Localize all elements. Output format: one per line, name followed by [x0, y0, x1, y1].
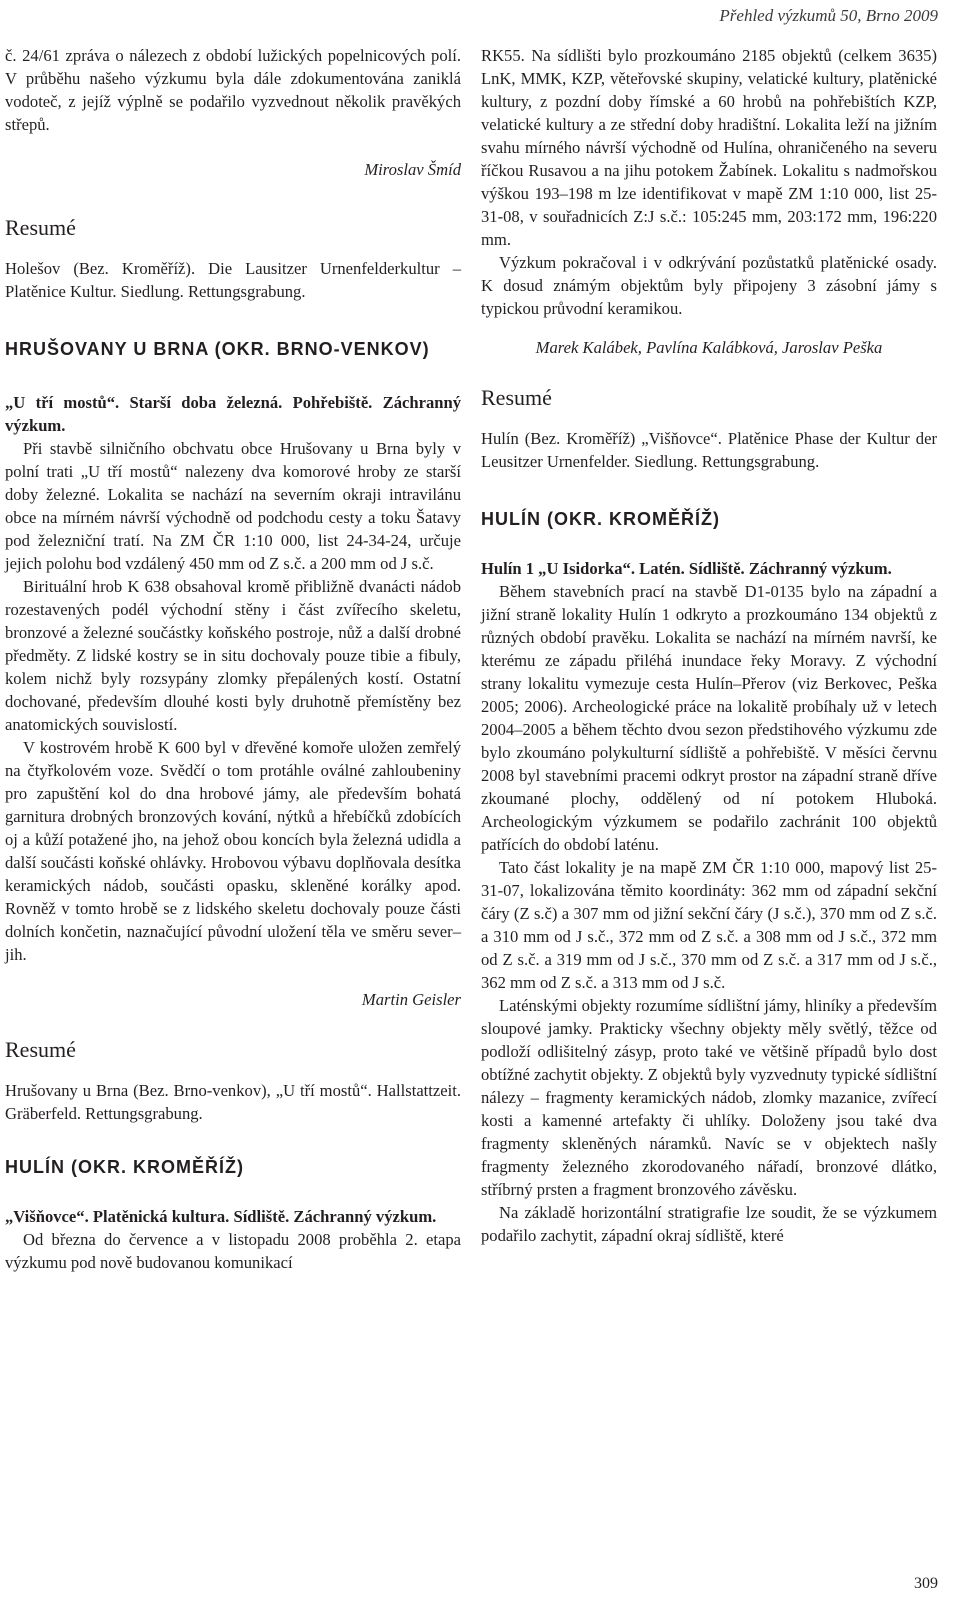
intro-paragraph: č. 24/61 zpráva o nálezech z období lužických popelnicových polí. V průběhu našeho výzkumu byla dále zdokumentována zaniklá vodoteč, z jejíž výplně se podařilo vyzvednout několik pravěkých střepů. [5, 46, 461, 134]
body-paragraph: Tato část lokality je na mapě ZM ČR 1:10 000, mapový list 25-31-07, lokalizována těmito koordináty: 362 mm od západní sekční čáry (Z s.č) a 307 mm od jižní sekční čáry (J s.č.), 370 mm od Z s.č. a 310 mm od J s.č., 372 mm od Z s.č. a 308 mm od J s.č., 372 mm od Z s.č. a 319 mm od J s.č., 370 mm od Z s.č. a 317 mm od J s.č., 362 mm od Z s.č. a 313 mm od J s.č. [481, 858, 937, 992]
body-paragraph: Výzkum pokračoval i v odkrývání pozůstatků platěnické osady. K dosud známým objektům byly připojeny 3 zásobní jámy s typickou průvodní keramikou. [481, 253, 937, 318]
body-paragraph: V kostrovém hrobě K 600 byl v dřevěné komoře uložen zemřelý na čtyřkolovém voze. Svědčí o tom protáhle oválné zahloubeniny pro zapuštění kol do dna hrobové jámy, ale především bohatá garnitura drobných bronzových kování, nýtků a hřebíčků zdobících oj a kůží potažené jho, na jehož obou koncích byla železná udidla a další součásti koňské ohlávky. Hrobovou výbavu doplňovala desítka keramických nádob, součásti opasku, skleněné korálky apod. Rovněž v tomto hrobě se z lidského skeletu dochovaly pouze části dolních končetin, naznačující původní uložení těla ve směru sever–jih. [5, 738, 461, 964]
section-heading: HULÍN (OKR. KROMĚŘÍŽ) [481, 509, 720, 529]
page-number: 309 [914, 1575, 938, 1592]
section-lead: „Višňovce“. Platěnická kultura. Sídliště. Záchranný výzkum. [5, 1207, 437, 1226]
resume-text: Holešov (Bez. Kroměříž). Die Lausitzer Urnenfelderkultur – Platěnice Kultur. Siedlung. Rettungsgrabung. [5, 259, 461, 301]
section-lead: Hulín 1 „U Isidorka“. Latén. Sídliště. Záchranný výzkum. [481, 559, 892, 578]
body-paragraph: Laténskými objekty rozumíme sídlištní jámy, hliníky a především sloupové jamky. Prakticky všechny objekty měly světlý, těžce od podloží odlišitelný zásyp, proto také ve většině případů bylo dost obtížné zachytit objekty. Z objektů byly vyzvednuty typické sídlištní nálezy – fragmenty keramických nádob, zlomky mazanice, zvířecí kosti a kamenné artefakty či uhlíky. Doloženy jsou také dva fragmenty skleněných náramků. Navíc se v objektech našly fragmenty železného zkorodovaného nářadí, bronzové dlátko, stříbrný prsten a fragment bronzového závěsku. [481, 996, 937, 1199]
resume-heading: Resumé [5, 215, 76, 240]
body-paragraph: Od března do července a v listopadu 2008 proběhla 2. etapa výzkumu pod nově budovanou komunikací [5, 1230, 461, 1272]
resume-text: Hulín (Bez. Kroměříž) „Višňovce“. Platěnice Phase der Kultur der Leusitzer Urnenfelder. Siedlung. Rettungsgrabung. [481, 429, 937, 471]
resume-text: Hrušovany u Brna (Bez. Brno-venkov), „U tří mostů“. Hallstattzeit. Gräberfeld. Rettungsgrabung. [5, 1081, 461, 1123]
section-heading: HULÍN (OKR. KROMĚŘÍŽ) [5, 1157, 244, 1177]
body-paragraph: RK55. Na sídlišti bylo prozkoumáno 2185 objektů (celkem 3635) LnK, MMK, KZP, věteřovské skupiny, velatické kultury, platěnické kultury, z pozdní doby římské a 60 hrobů na pohřebištích KZP, velatické kultury a ze střední doby hradištní. Lokalita leží na jižním svahu mírného návrší východně od Hulína, ohraničeného na severu říčkou Rusavou a na jihu potokem Žabínek. Lokalitu s nadmořskou výškou 193–198 m lze identifikovat v mapě ZM 1:10 000, list 25-31-08, v souřadnicích Z:J s.č.: 105:245 mm, 203:172 mm, 196:220 mm. [481, 46, 937, 249]
running-head: Přehled výzkumů 50, Brno 2009 [719, 6, 938, 25]
body-paragraph: Na základě horizontální stratigrafie lze soudit, že se výzkumem podařilo zachytit, západní okraj sídliště, které [481, 1203, 937, 1245]
body-paragraph: Při stavbě silničního obchvatu obce Hrušovany u Brna byly v polní trati „U tří mostů“ nalezeny dva komorové hroby ze starší doby železné. Lokalita se nachází na severním okraji intravilánu obce na mírném návrší východně od podchodu cesty a toku Šatavy pod železniční tratí. Na ZM ČR 1:10 000, list 24-34-24, určuje jejich polohu bod vzdálený 450 mm od Z s.č. a 200 mm od J s.č. [5, 439, 461, 573]
body-paragraph: Během stavebních prací na stavbě D1-0135 bylo na západní a jižní straně lokality Hulín 1 odkryto a prozkoumáno 134 objektů z různých období pravěku. Lokalita se nachází na mírném navrší, ke kterému ze západu přiléhá inundace řeky Moravy. Z východní strany lokalitu vymezuje cesta Hulín–Přerov (viz Berkovec, Peška 2005; 2006). Archeologické práce na lokalitě probíhaly už v letech 2004–2005 a během těchto dvou sezon předstihového výzkumu zde bylo zkoumáno polykulturní sídliště a pohřebiště. V měsíci červnu 2008 byl stavebními pracemi odkryt prostor na západní straně dříve zkoumané plochy, oddělený od ní potokem Hluboká. Archeologickým výzkumem se podařilo zachránit 100 objektů patřících do období laténu. [481, 582, 937, 854]
resume-heading: Resumé [481, 385, 552, 410]
section-author: Martin Geisler [361, 990, 461, 1009]
section-authors: Marek Kalábek, Pavlína Kalábková, Jaroslav Peška [535, 338, 883, 357]
right-column [481, 44, 937, 1247]
intro-author: Miroslav Šmíd [364, 160, 461, 179]
left-column [5, 44, 461, 1274]
section-heading: HRUŠOVANY U BRNA (OKR. BRNO-VENKOV) [5, 339, 430, 359]
body-paragraph: Birituální hrob K 638 obsahoval kromě přibližně dvanácti nádob rozestavených podél východní stěny i část zvířecího skeletu, bronzové a železné součástky koňského postroje, nůž a další drobné předměty. Z lidské kostry se in situ dochovaly pouze tibie a fibuly, kolem nichž byly rozsypány zlomky přepálených kostí. Ostatní dochované, především dlouhé kosti byly druhotně přemístěny bez anatomických souvislostí. [5, 577, 461, 734]
resume-heading: Resumé [5, 1037, 76, 1062]
section-lead: „U tří mostů“. Starší doba železná. Pohřebiště. Záchranný výzkum. [5, 393, 461, 435]
